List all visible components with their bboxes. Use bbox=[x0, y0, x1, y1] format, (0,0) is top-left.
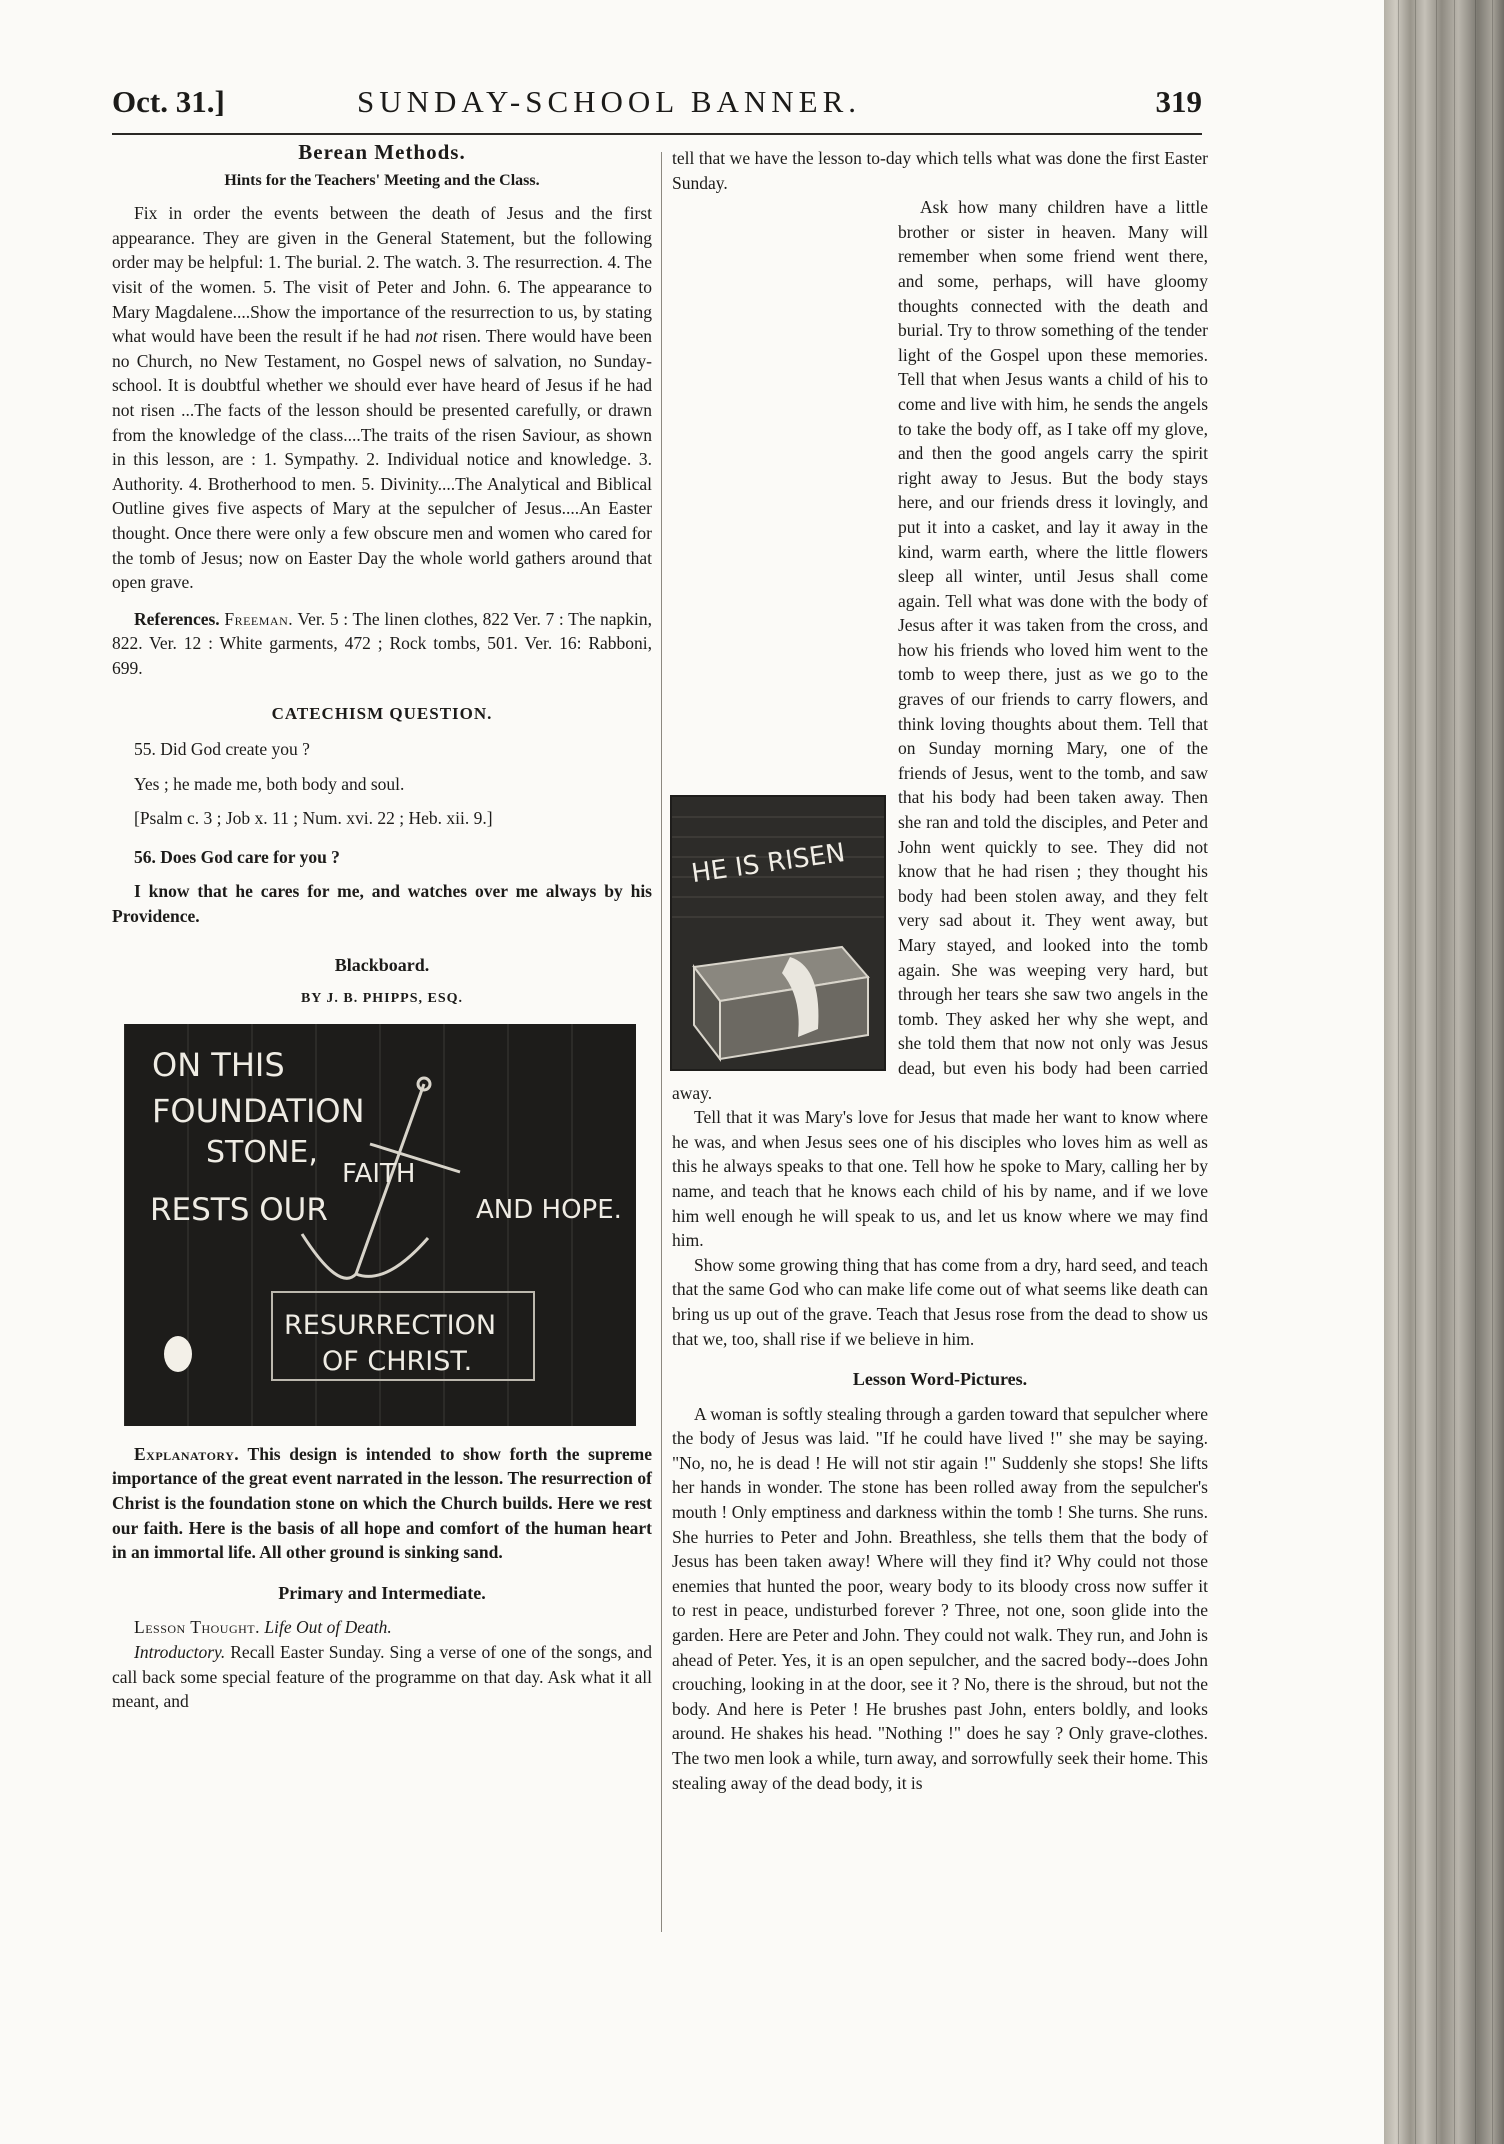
empty-tomb-drawing bbox=[672, 797, 884, 1069]
blackboard-line-5: FAITH bbox=[342, 1158, 416, 1189]
publication-title: SUNDAY-SCHOOL BANNER. bbox=[357, 84, 862, 119]
header-rule bbox=[112, 133, 1202, 135]
blackboard-drawing bbox=[124, 1024, 636, 1426]
right-paragraph-4: Show some growing thing that has come from a dry, hard seed, and teach that the same God who can make life come out of what seems like death can bring us up out of the grave. Teach that Jesus rose from the dead to show us that we, too, shall rise if we believe in him. bbox=[672, 1254, 1208, 1349]
emphasis-not: not bbox=[415, 326, 438, 347]
references-paragraph bbox=[112, 607, 652, 681]
references-label: References. bbox=[134, 608, 220, 629]
word-pictures-heading: Lesson Word-Pictures. bbox=[852, 1369, 1028, 1390]
references-source: Freeman. bbox=[224, 608, 294, 629]
catechism-refs-55: [Psalm c. 3 ; Job x. 11 ; Num. xvi. 22 ; Heb. xii. 9.] bbox=[134, 808, 493, 829]
running-head bbox=[112, 84, 1202, 128]
explanatory-text: This design is intended to show forth the supreme importance of the great event narrated in the lesson. The resurrection of Christ is the foundation stone on which the Church builds. Here we rest our faith. Here is the basis of all hope and comfort of the human heart in an immortal life. All other ground is sinking sand. bbox=[112, 1443, 652, 1563]
section-subtitle-hints: Hints for the Teachers' Meeting and the Class. bbox=[224, 171, 540, 189]
page-number: 319 bbox=[1155, 84, 1202, 119]
primary-heading: Primary and Intermediate. bbox=[278, 1582, 486, 1603]
right-paragraph-3: Tell that it was Mary's love for Jesus that made her want to know where he was, and when Jesus sees one of his disciples who loves him as well as this he always speaks to that one. Tell how he spoke to Mary, calling her by name, and teach that he knows each child of his by name, and if we love him well enough he will speak to us, and let us know where we may find him. bbox=[672, 1107, 1208, 1251]
lesson-thought bbox=[112, 1615, 652, 1640]
he-is-risen-illustration bbox=[670, 795, 886, 1071]
intro-text-a: Fix in order the events between the death of Jesus and the first appearance. They are given in the General Statement, but the following order may be helpful: 1. The burial. 2. The watch. 3. The resurrection. 4. The visit of the women. 5. The visit of Peter and John. 6. The appearance to Mary Magdalene....Show the importance of the resurrection to us, by stating what would have been the result if he had bbox=[112, 203, 652, 347]
section-title-berean-methods: Berean Methods. bbox=[298, 140, 466, 164]
catechism-heading: CATECHISM QUESTION. bbox=[271, 704, 493, 724]
right-paragraph-5: A woman is softly stealing through a garden toward that sepulcher where the body of Jesus was laid. "If he could have lived !" she may be saying. "No, no, he is dead ! He will not stir again !" Suddenly she stops! She lifts her hands in wonder. The stone has been rolled away from the sepulcher's mouth ! Only emptiness and darkness within the tomb ! She turns. She runs. She hurries to Peter and John. Breathless, she tells them that the body of Jesus has been taken away! Where will they find it? Why could not those enemies that hunted the poor, weary body to its bloody cross now suffer it to rest in peace, undisturbed forever ? Three, not one, soon glide into the garden. Here are Peter and John. They could not walk. They run, and John is ahead of Peter. Yes, it is an open sepulcher, and the sacred body--does John crouching, looking in at the door, see it ? No, there is the shroud, but not the body. And here is Peter ! He brushes past John, enters boldly, and looks around. He shakes his head. "Nothing !" does he say ? Only grave-clothes. The two men look a while, turn away, and sorrowfully seek their home. This stealing away of the dead body, it is bbox=[672, 1403, 1208, 1793]
blackboard-line-6: AND HOPE. bbox=[476, 1194, 622, 1225]
intro-text-b: risen. There would have been no Church, no New Testament, no Gospel news of salvation, no Sunday-school. It is doubtful whether we should ever have heard of Jesus if he had not risen ...The facts of the lesson should be presented carefully, or drawn from the knowledge of the class....The traits of the risen Saviour, as shown in this lesson, are : 1. Sympathy. 2. Individual notice and knowledge. 3. Authority. 4. Brotherhood to men. 5. Divinity....The Analytical and Biblical Outline gives five aspects of Mary at the sepulcher of Jesus....An Easter thought. Once there were only a few obscure men and women who cared for the tomb of Jesus; now on Easter Day the whole world gathers around that open grave. bbox=[112, 326, 652, 593]
blackboard-line-8: OF CHRIST. bbox=[322, 1345, 473, 1377]
right-paragraph-2: Ask how many children have a little brother or sister in heaven. Many will remember when some friend went there, and some, perhaps, will have gloomy thoughts connected with the death and burial. Try to throw something of the tender light of the Gospel upon these memories. Tell that when Jesus wants a child of his to come and live with him, he sends the angels to take the body off, as I take off my glove, and then the good angels carry the spirit right away to Jesus. But the body stays here, and our friends dress it lovingly, and put it into a casket, and lay it away in the kind, warm earth, where the little flowers sleep all winter, until Jesus shall come again. Tell what was done with the body of Jesus after it was taken from the cross, and how his friends who loved him went to the tomb to weep there, just as we go to the graves of our friends to carry flowers, and think loving thoughts about them. Tell that on Sunday morning Mary, one of the friends of Jesus, went to the tomb, and saw that his body had been taken away. Then she ran and told the disciples, and Peter and John went quickly to see. They did not know that he had risen ; they thought his body had been stolen away, and they felt very sad about it. They went away, but Mary stayed, and looked into the tomb again. She was weeping very hard, but through her tears she saw two angels in the tomb. They asked her why she wept, and she told them that now not only was Jesus dead, but even his body had been carried away. bbox=[672, 197, 1208, 1103]
introductory-label: Introductory. bbox=[134, 1641, 226, 1662]
explanatory-paragraph bbox=[112, 1442, 652, 1565]
right-column bbox=[672, 146, 1208, 1795]
blackboard-byline: BY J. B. PHIPPS, ESQ. bbox=[300, 991, 464, 1007]
blackboard-line-3: STONE, bbox=[206, 1134, 318, 1170]
catechism-answer-55: Yes ; he made me, both body and soul. bbox=[134, 773, 405, 794]
catechism-question-55: 55. Did God create you ? bbox=[134, 739, 310, 760]
issue-date: Oct. 31.] bbox=[112, 84, 225, 119]
blackboard-line-7: RESURRECTION bbox=[284, 1309, 497, 1341]
introductory-paragraph bbox=[112, 1640, 652, 1714]
blackboard-line-2: FOUNDATION bbox=[152, 1091, 365, 1130]
catechism-answer-56: I know that he cares for me, and watches over me always by his Providence. bbox=[112, 881, 652, 927]
blackboard-line-4: RESTS OUR bbox=[150, 1191, 328, 1228]
lesson-thought-text: Life Out of Death. bbox=[264, 1617, 392, 1638]
references-text: Ver. 5 : The linen clothes, 822 Ver. 7 : The napkin, 822. Ver. 12 : White garments, 472 ; Rock tombs, 501. Ver. 16: Rabboni, 699. bbox=[112, 608, 653, 678]
figure-caption: HE IS RISEN bbox=[689, 838, 848, 890]
berean-methods-paragraph bbox=[112, 201, 652, 595]
blackboard-heading: Blackboard. bbox=[334, 954, 430, 975]
catechism-question-56: 56. Does God care for you ? bbox=[134, 846, 340, 867]
explanatory-label: Explanatory. bbox=[134, 1443, 240, 1464]
blackboard-line-1: ON THIS bbox=[152, 1045, 285, 1084]
column-divider bbox=[661, 152, 662, 1932]
right-paragraph-1: tell that we have the lesson to-day which tells what was done the first Easter Sunday. bbox=[672, 148, 1208, 193]
lesson-thought-label: Lesson Thought. bbox=[134, 1617, 260, 1638]
introductory-text: Recall Easter Sunday. Sing a verse of one of the songs, and call back some special feature of the programme on that day. Ask what it all meant, and bbox=[112, 1641, 652, 1712]
blackboard-illustration bbox=[124, 1024, 636, 1426]
left-column bbox=[112, 138, 652, 1714]
page-fore-edge bbox=[1384, 0, 1504, 2144]
